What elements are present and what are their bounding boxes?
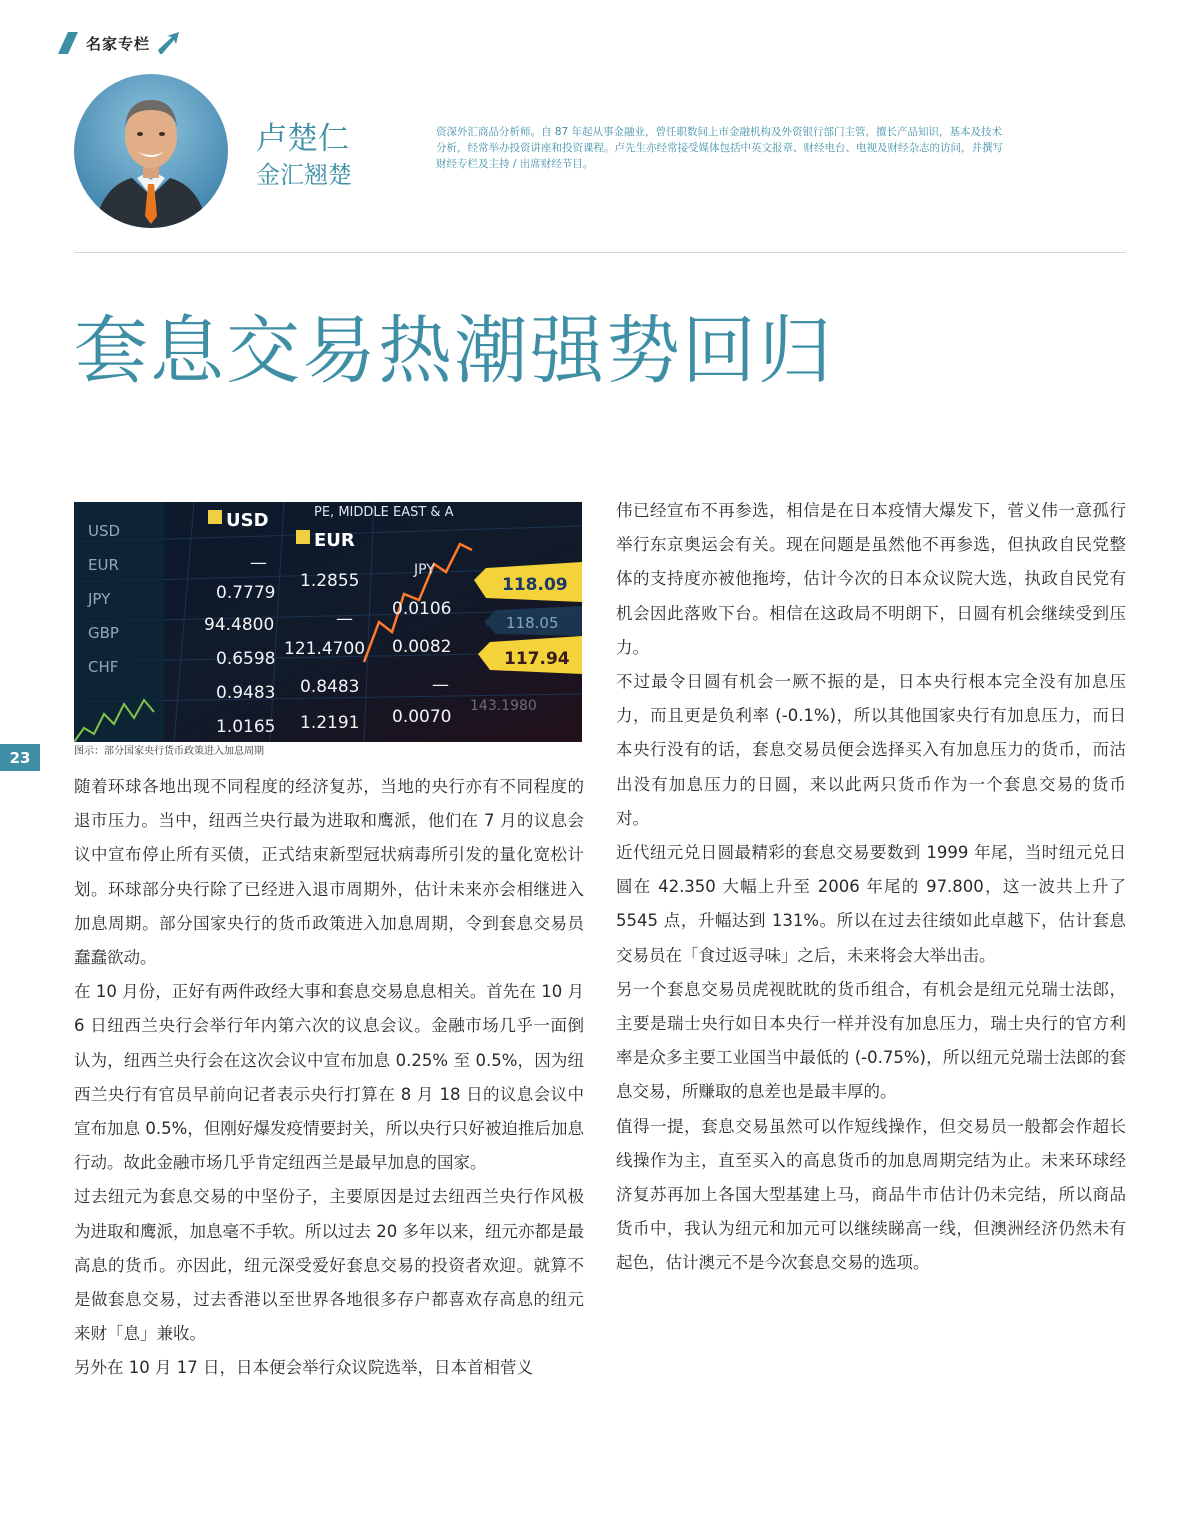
article-column-right xyxy=(616,494,1126,1281)
paragraph: 另一个套息交易员虎视眈眈的货币组合，有机会是纽元兑瑞士法郎，主要是瑞士央行如日本央行一样并没有加息压力，瑞士央行的官方利率是众多主要工业国当中最低的 (-0.75%)，所以纽元兑瑞士法郎的套息交易，所赚取的息差也是最丰厚的。 xyxy=(616,979,1126,1102)
currency-code: CHF xyxy=(88,658,119,676)
header-divider xyxy=(74,252,1126,253)
paragraph: 在 10 月份，正好有两件政经大事和套息交易息息相关。首先在 10 月 6 日纽西兰央行会举行年内第六次的议息会议。金融市场几乎一面倒认为，纽西兰央行会在这次会议中宣布加息 0.25% 至 0.5%，因为纽西兰央行有官员早前向记者表示央行打算在 8 月 18 日的议息会议中宣布加息 0.5%，但刚好爆发疫情要封关，所以央行只好被迫推后加息行动。故此金融市场几乎肯定纽西兰是最早加息的国家。 xyxy=(74,982,584,1173)
column-name: 金汇翘楚 xyxy=(256,161,352,189)
paragraph: 过去纽元为套息交易的中坚份子，主要原因是过去纽西兰央行作风极为进取和鹰派，加息毫不手软。所以过去 20 多年以来，纽元亦都是最高息的货币。亦因此，纽元深受爱好套息交易的投资者欢迎。就算不是做套息交易，过去香港以至世界各地很多存户都喜欢存高息的纽元来财「息」兼收。 xyxy=(74,1187,584,1344)
price-tag-mid: 118.05 xyxy=(506,614,559,632)
board-value: 0.0082 xyxy=(392,637,452,657)
faded-value: 143.1980 xyxy=(470,698,537,714)
board-value: 0.6598 xyxy=(216,649,276,669)
currency-code: USD xyxy=(88,522,121,540)
board-value: — xyxy=(432,675,449,695)
header-eur: EUR xyxy=(314,530,355,551)
board-value: 0.9483 xyxy=(216,683,276,703)
board-value: 1.2191 xyxy=(300,713,360,733)
board-value: 121.4700 xyxy=(284,639,366,659)
paragraph: 随着环球各地出现不同程度的经济复苏，当地的央行亦有不同程度的退市压力。当中，纽西兰央行最为进取和鹰派，他们在 7 月的议息会议中宣布停止所有买债，正式结束新型冠状病毒所引发的量化宽松计划。环球部分央行除了已经进入退市周期外，估计未来亦会相继进入加息周期。部分国家央行的货币政策进入加息周期，令到套息交易员蠢蠢欲动。 xyxy=(74,777,584,968)
paragraph: 不过最令日圆有机会一厥不振的是，日本央行根本完全没有加息压力，而且更是负利率 (-0.1%)，所以其他国家央行有加息压力，而日本央行没有的话，套息交易员便会选择买入有加息压力的货币，而沽出没有加息压力的日圆，来以此两只货币作为一个套息交易的货币对。 xyxy=(616,672,1126,828)
board-value: 0.7779 xyxy=(216,583,276,603)
board-value: 1.0165 xyxy=(216,717,276,737)
author-avatar xyxy=(74,74,228,228)
price-tag-bottom: 117.94 xyxy=(504,649,570,669)
header-jpy: JPY xyxy=(414,562,435,578)
section-label: 名家专栏 xyxy=(86,34,151,53)
currency-code: EUR xyxy=(88,556,119,574)
slash-icon xyxy=(58,32,78,54)
header-region: PE, MIDDLE EAST & A xyxy=(314,505,454,520)
board-value: 1.2855 xyxy=(300,571,360,591)
board-value: 0.8483 xyxy=(300,677,360,697)
board-value: 0.0070 xyxy=(392,707,452,727)
currency-code: JPY xyxy=(88,590,111,608)
article-title: 套息交易热潮强势回归 xyxy=(74,308,834,394)
board-value: — xyxy=(336,609,353,629)
board-value: — xyxy=(250,553,267,573)
paragraph: 另外在 10 月 17 日，日本便会举行众议院选举，日本首相菅义 xyxy=(74,1358,533,1378)
paragraph: 值得一提，套息交易虽然可以作短线操作，但交易员一般都会作超长线操作为主，直至买入的高息货币的加息周期完结为止。未来环球经济复苏再加上各国大型基建上马，商品牛市估计仍未完结，所以商品货币中，我认为纽元和加元可以继续睇高一线，但澳洲经济仍然未有起色，估计澳元不是今次套息交易的选项。 xyxy=(616,1116,1126,1273)
price-tag-top: 118.09 xyxy=(502,575,568,595)
author-name: 卢楚仁 xyxy=(256,121,349,157)
currency-code: GBP xyxy=(88,624,119,642)
image-caption: 图示：部分国家央行货币政策进入加息周期 xyxy=(74,746,264,757)
section-tag xyxy=(58,30,180,56)
currency-board-photo xyxy=(74,502,582,742)
arrow-up-right-icon xyxy=(158,32,180,54)
paragraph: 近代纽元兑日圆最精彩的套息交易要数到 1999 年尾，当时纽元兑日圆在 42.350 大幅上升至 2006 年尾的 97.800，这一波共上升了 5545 点，升幅达到 131%。所以在过去往绩如此卓越下，估计套息交易员在「食过返寻味」之后，未来将会大举出击。 xyxy=(616,843,1126,965)
page-number: 23 xyxy=(0,744,40,771)
board-value: 94.4800 xyxy=(204,615,275,635)
article-column-left xyxy=(74,770,584,1386)
board-value: 0.0106 xyxy=(392,599,452,619)
author-bio: 资深外汇商品分析师。自 87 年起从事金融业，曾任职数间上市金融机构及外资银行部门主管，擅长产品知识，基本及技术分析，经常举办投资讲座和投资课程。卢先生亦经常接受媒体包括中英文报章、财经电台、电视及财经杂志的访问，并撰写财经专栏及主持 / 出席财经节目。 xyxy=(436,126,1003,170)
paragraph: 伟已经宣布不再参选，相信是在日本疫情大爆发下，菅义伟一意孤行举行东京奥运会有关。现在问题是虽然他不再参选，但执政自民党整体的支持度亦被他拖垮，估计今次的日本众议院大选，执政自民党有机会因此落败下台。相信在这政局不明朗下，日圆有机会继续受到压力。 xyxy=(616,501,1126,657)
header-usd: USD xyxy=(226,510,269,531)
